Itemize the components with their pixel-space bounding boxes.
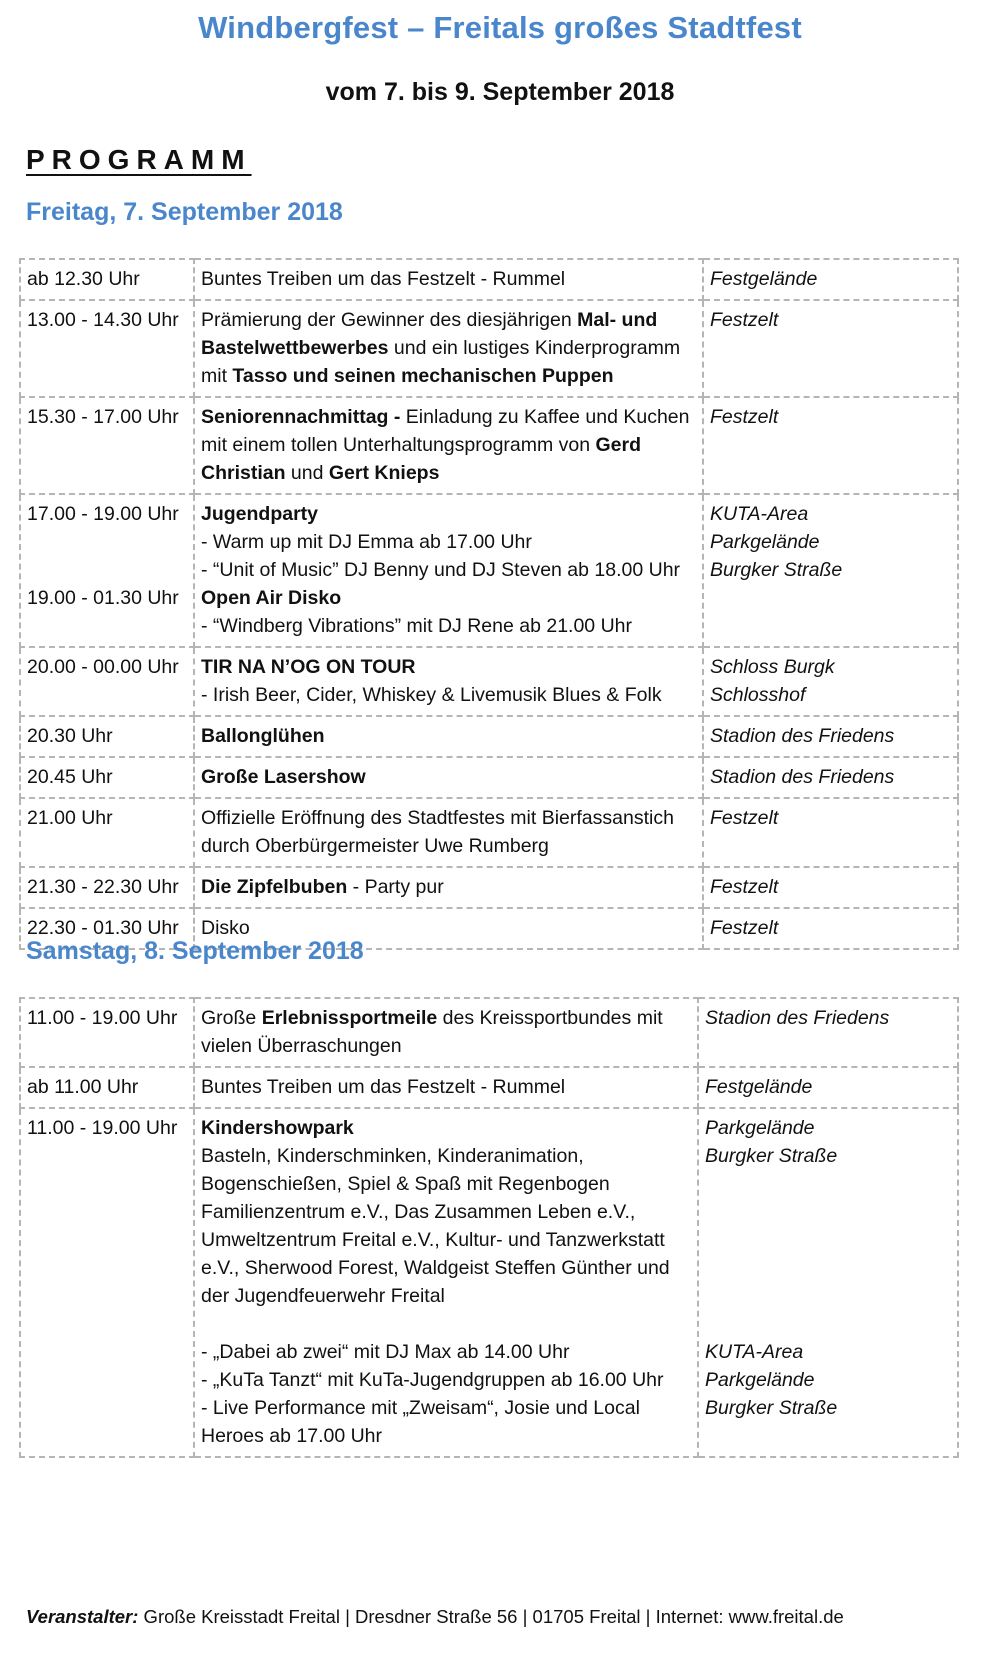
description-line [201,584,696,612]
description-text: durch Oberbürgermeister Uwe Rumberg [201,835,549,857]
description-line [201,612,696,640]
description-highlight: Open Air Disko [201,587,342,609]
description-highlight: Mal- und [577,309,658,331]
description-highlight: Tasso und seinen mechanischen Puppen [232,365,614,387]
day-heading-friday: Freitag, 7. September 2018 [26,198,343,226]
description-line [201,1282,691,1310]
description-line [201,500,696,528]
location-cell [703,757,958,798]
time-cell [20,1108,194,1457]
description-highlight: Gerd [595,434,642,456]
location-cell [698,1067,958,1108]
time-cell [20,1067,194,1108]
time-cell [20,300,194,397]
description-text: - Live Performance mit „Zweisam“, Josie und Local [201,1397,640,1419]
description-cell [194,397,703,494]
location-cell [698,1108,958,1457]
description-highlight: Gert Knieps [328,462,440,484]
time-text: 20.45 Uhr [27,766,113,788]
description-text: Buntes Treiben um das Festzelt - Rummel [201,268,566,290]
description-line [201,653,696,681]
schedule-row [20,259,958,300]
description-text: mit [201,365,233,387]
description-line [201,804,696,832]
location-text: Burgker Straße [705,1145,838,1167]
time-cell [20,798,194,867]
description-cell [194,998,698,1067]
description-highlight: Die Zipfelbuben [201,876,348,898]
description-highlight: Jugendparty [201,503,319,525]
location-text: Burgker Straße [710,559,843,581]
description-line [201,1338,691,1366]
description-line [201,459,696,487]
location-text [705,1170,951,1198]
location-text: Festzelt [710,406,779,428]
location-text [705,1282,951,1310]
description-line [201,1394,691,1422]
location-cell [703,867,958,908]
schedule-row [20,494,958,647]
location-text [705,1310,951,1338]
time-text: 11.00 - 19.00 Uhr [27,1007,178,1029]
description-text: Prämierung der Gewinner des diesjährigen [201,309,578,331]
location-cell [703,259,958,300]
location-text: Festzelt [710,309,779,331]
schedule-row [20,300,958,397]
location-cell [703,798,958,867]
time-text: 15.30 - 17.00 Uhr [27,406,179,428]
description-cell [194,867,703,908]
time-text: 19.00 - 01.30 Uhr [27,587,179,609]
description-text: Bogenschießen, Spiel & Spaß mit Regenbogen [201,1173,610,1195]
description-line [201,265,696,293]
location-cell [703,494,958,647]
page-title: Windbergfest – Freitals großes Stadtfest [198,10,802,45]
time-text: 13.00 - 14.30 Uhr [27,309,179,331]
description-text: Einladung zu Kaffee und Kuchen [400,406,690,428]
time-cell [20,998,194,1067]
description-line [201,1422,691,1450]
schedule-row [20,1067,958,1108]
description-line [201,431,696,459]
organizer-label: Veranstalter: [26,1606,139,1627]
description-text: e.V., Sherwood Forest, Waldgeist Steffen Günther und [201,1257,670,1279]
schedule-row [20,716,958,757]
description-highlight: Ballonglühen [201,725,325,747]
time-cell [20,397,194,494]
location-text [705,1198,951,1226]
description-line [201,763,696,791]
time-cell [20,647,194,716]
location-cell [703,397,958,494]
schedule-row [20,798,958,867]
location-cell [698,998,958,1067]
description-text: - Irish Beer, Cider, Whiskey & Livemusik Blues & Folk [201,684,662,706]
description-text: vielen Überraschungen [201,1035,402,1057]
description-line [201,528,696,556]
description-text: und [285,462,329,484]
time-text: ab 11.00 Uhr [27,1076,139,1098]
description-line [201,1198,691,1226]
location-cell [703,908,958,949]
description-text: Heroes ab 17.00 Uhr [201,1425,383,1447]
location-cell [703,716,958,757]
time-cell [20,867,194,908]
schedule-row [20,397,958,494]
location-text: Schlosshof [710,684,806,706]
organizer-info: Große Kreisstadt Freital | Dresdner Straße 56 | 01705 Freital | Internet: www.freital.de [138,1606,844,1627]
time-cell [20,757,194,798]
description-cell [194,1108,698,1457]
description-highlight: Große Lasershow [201,766,366,788]
description-cell [194,1067,698,1108]
time-text: 22.30 - 01.30 Uhr [27,917,179,939]
description-text: Umweltzentrum Freital e.V., Kultur- und Tanzwerkstatt [201,1229,665,1251]
description-line [201,1254,691,1282]
time-text: 20.30 Uhr [27,725,113,747]
description-text: und ein lustiges Kinderprogramm [388,337,681,359]
event-dates: vom 7. bis 9. September 2018 [325,78,675,106]
time-text [27,556,187,584]
description-text: des Kreissportbundes mit [437,1007,663,1029]
description-text: Offizielle Eröffnung des Stadtfestes mit Bierfassanstich [201,807,674,829]
description-line [201,722,696,750]
schedule-table-saturday [19,997,959,1458]
time-text [27,528,187,556]
description-text: Basteln, Kinderschminken, Kinderanimation, [201,1145,584,1167]
time-text: 21.00 Uhr [27,807,113,829]
description-line [201,1004,691,1032]
location-cell [703,647,958,716]
description-text: - “Windberg Vibrations” mit DJ Rene ab 21.00 Uhr [201,615,632,637]
description-text: - Party pur [347,876,444,898]
description-text: - “Unit of Music” DJ Benny und DJ Steven ab 18.00 Uhr [201,559,681,581]
description-line [201,334,696,362]
description-highlight: Erlebnissportmeile [261,1007,438,1029]
location-text: Parkgelände [705,1117,815,1139]
description-text: Buntes Treiben um das Festzelt - Rummel [201,1076,566,1098]
location-text: Schloss Burgk [710,656,835,678]
description-highlight: Bastelwettbewerbes [201,337,389,359]
description-line [201,1142,691,1170]
description-cell [194,494,703,647]
description-cell [194,647,703,716]
description-cell [194,757,703,798]
description-cell [194,300,703,397]
description-highlight: Seniorennachmittag - [201,406,401,428]
description-text: mit einem tollen Unterhaltungsprogramm von [201,434,596,456]
schedule-row [20,1108,958,1457]
schedule-row [20,757,958,798]
location-text: Parkgelände [705,1369,815,1391]
description-line [201,1170,691,1198]
time-cell [20,716,194,757]
description-line [201,362,696,390]
time-text: ab 12.30 Uhr [27,268,140,290]
location-cell [703,300,958,397]
location-text [705,1254,951,1282]
location-text: KUTA-Area [705,1341,804,1363]
time-cell [20,494,194,647]
description-text: Disko [201,917,250,939]
description-highlight: TIR NA N’OG ON TOUR [201,656,416,678]
description-line [201,873,696,901]
location-text: Festzelt [710,876,779,898]
location-text: Burgker Straße [705,1397,838,1419]
description-cell [194,259,703,300]
description-line [201,403,696,431]
description-line [201,1114,691,1142]
schedule-row [20,867,958,908]
description-line [201,832,696,860]
description-highlight: Kindershowpark [201,1117,354,1139]
location-text: Stadion des Friedens [710,766,895,788]
description-text: - „Dabei ab zwei“ mit DJ Max ab 14.00 Uhr [201,1341,570,1363]
description-text: Familienzentrum e.V., Das Zusammen Leben e.V., [201,1201,636,1223]
description-line [201,306,696,334]
location-text: Festzelt [710,807,779,829]
location-text: Festzelt [710,917,779,939]
description-line [201,1032,691,1060]
organizer-footer [26,1606,844,1628]
location-text: Festgelände [705,1076,813,1098]
description-line [201,1310,691,1338]
programm-heading: PROGRAMM [26,144,252,175]
description-text: - „KuTa Tanzt“ mit KuTa-Jugendgruppen ab 16.00 Uhr [201,1369,664,1391]
description-line [201,681,696,709]
description-line [201,1366,691,1394]
location-text: Stadion des Friedens [705,1007,890,1029]
time-cell [20,259,194,300]
description-line [201,1226,691,1254]
time-text: 17.00 - 19.00 Uhr [27,503,179,525]
description-text: - Warm up mit DJ Emma ab 17.00 Uhr [201,531,532,553]
schedule-row [20,998,958,1067]
schedule-row [20,647,958,716]
description-line [201,1073,691,1101]
description-cell [194,798,703,867]
time-text: 21.30 - 22.30 Uhr [27,876,179,898]
description-cell [194,716,703,757]
location-text: Festgelände [710,268,818,290]
description-line [201,556,696,584]
location-text: Parkgelände [710,531,820,553]
location-text [705,1226,951,1254]
time-text: 20.00 - 00.00 Uhr [27,656,179,678]
location-text: Stadion des Friedens [710,725,895,747]
day-heading-saturday: Samstag, 8. September 2018 [26,937,364,965]
schedule-table-friday [19,258,959,950]
location-text: KUTA-Area [710,503,809,525]
description-text: Große [201,1007,262,1029]
description-text: der Jugendfeuerwehr Freital [201,1285,445,1307]
description-highlight: Christian [201,462,286,484]
time-text: 11.00 - 19.00 Uhr [27,1117,178,1139]
